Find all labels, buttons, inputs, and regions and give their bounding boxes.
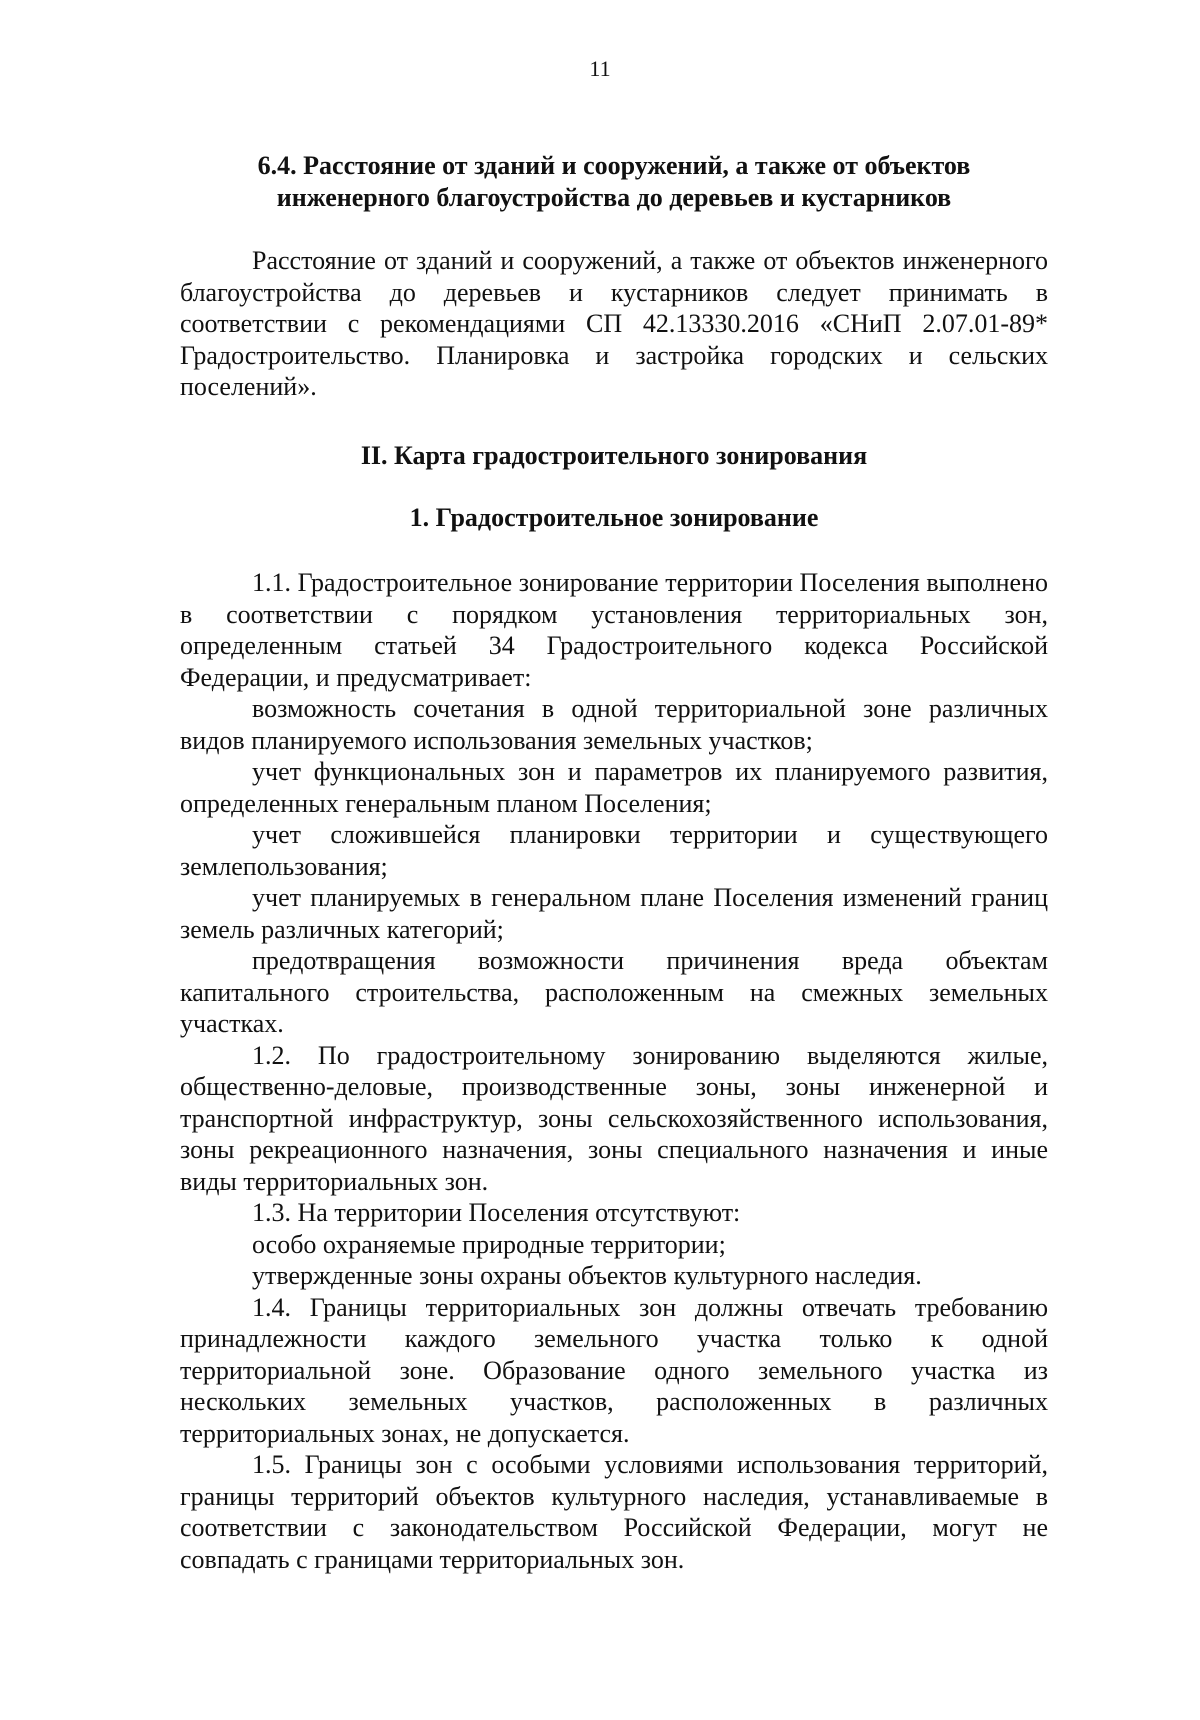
- paragraph-1-1: 1.1. Градостроительное зонирование территории Поселения выполнено в соответствии с порядком установления территориальных зон, определенным статьей 34 Градостроительного кодекса Российской Федерации, и предусматривает:: [180, 568, 1048, 692]
- section-6-4-paragraph: Расстояние от зданий и сооружений, а также от объектов инженерного благоустройства до деревьев и кустарников следует принимать в соответствии с рекомендациями СП 42.13330.2016 «СНиП 2.07.01-89* Градостроительство. Планировка и застройка городских и сельских поселений».: [180, 246, 1048, 401]
- list-item-combination: возможность сочетания в одной территориальной зоне различных видов планируемого использования земельных участков;: [180, 694, 1048, 755]
- list-item-heritage-zones: утвержденные зоны охраны объектов культурного наследия.: [252, 1261, 922, 1290]
- list-item-planned-changes: учет планируемых в генеральном плане Поселения изменений границ земель различных категорий;: [180, 883, 1048, 944]
- list-item-functional-zones: учет функциональных зон и параметров их планируемого развития, определенных генеральным планом Поселения;: [180, 757, 1048, 818]
- paragraph-1-4: 1.4. Границы территориальных зон должны отвечать требованию принадлежности каждого земельного участка только к одной территориальной зоне. Образование одного земельного участка из нескольких земельных участков, расположенных в различных территориальных зонах, не допускается.: [180, 1292, 1048, 1448]
- paragraph-1-2: 1.2. По градостроительному зонированию выделяются жилые, общественно-деловые, производственные зоны, зоны инженерной и транспортной инфраструктур, зоны сельскохозяйственного использования, зоны рекреационного назначения, зоны специального назначения и иные виды территориальных зон.: [180, 1040, 1048, 1196]
- list-item-protected-areas: особо охраняемые природные территории;: [252, 1229, 726, 1259]
- part-2-heading: II. Карта градостроительного зонирования: [360, 441, 868, 470]
- paragraph-1-5: 1.5. Границы зон с особыми условиями использования территорий, границы территорий объектов культурного наследия, устанавливаемые в соответствии с законодательством Российской Федерации, могут не совпадать с границами территориальных зон.: [180, 1450, 1048, 1574]
- zoning-subheading: 1. Градостроительное зонирование: [409, 503, 819, 532]
- paragraph-1-3: 1.3. На территории Поселения отсутствуют:: [252, 1198, 741, 1227]
- section-6-4-heading-line1: 6.4. Расстояние от зданий и сооружений, а также от объектов: [257, 151, 971, 180]
- page-number: 11: [589, 56, 611, 81]
- section-6-4-body: [180, 245, 1048, 403]
- zoning-body: [180, 567, 1048, 1575]
- list-item-existing-layout: учет сложившейся планировки территории и существующего землепользования;: [180, 820, 1048, 881]
- section-6-4-heading: [180, 150, 1048, 214]
- list-item-harm-prevention: предотвращения возможности причинения вреда объектам капитального строительства, расположенным на смежных земельных участках.: [180, 946, 1048, 1038]
- section-6-4-heading-line2: инженерного благоустройства до деревьев и кустарников: [276, 183, 952, 212]
